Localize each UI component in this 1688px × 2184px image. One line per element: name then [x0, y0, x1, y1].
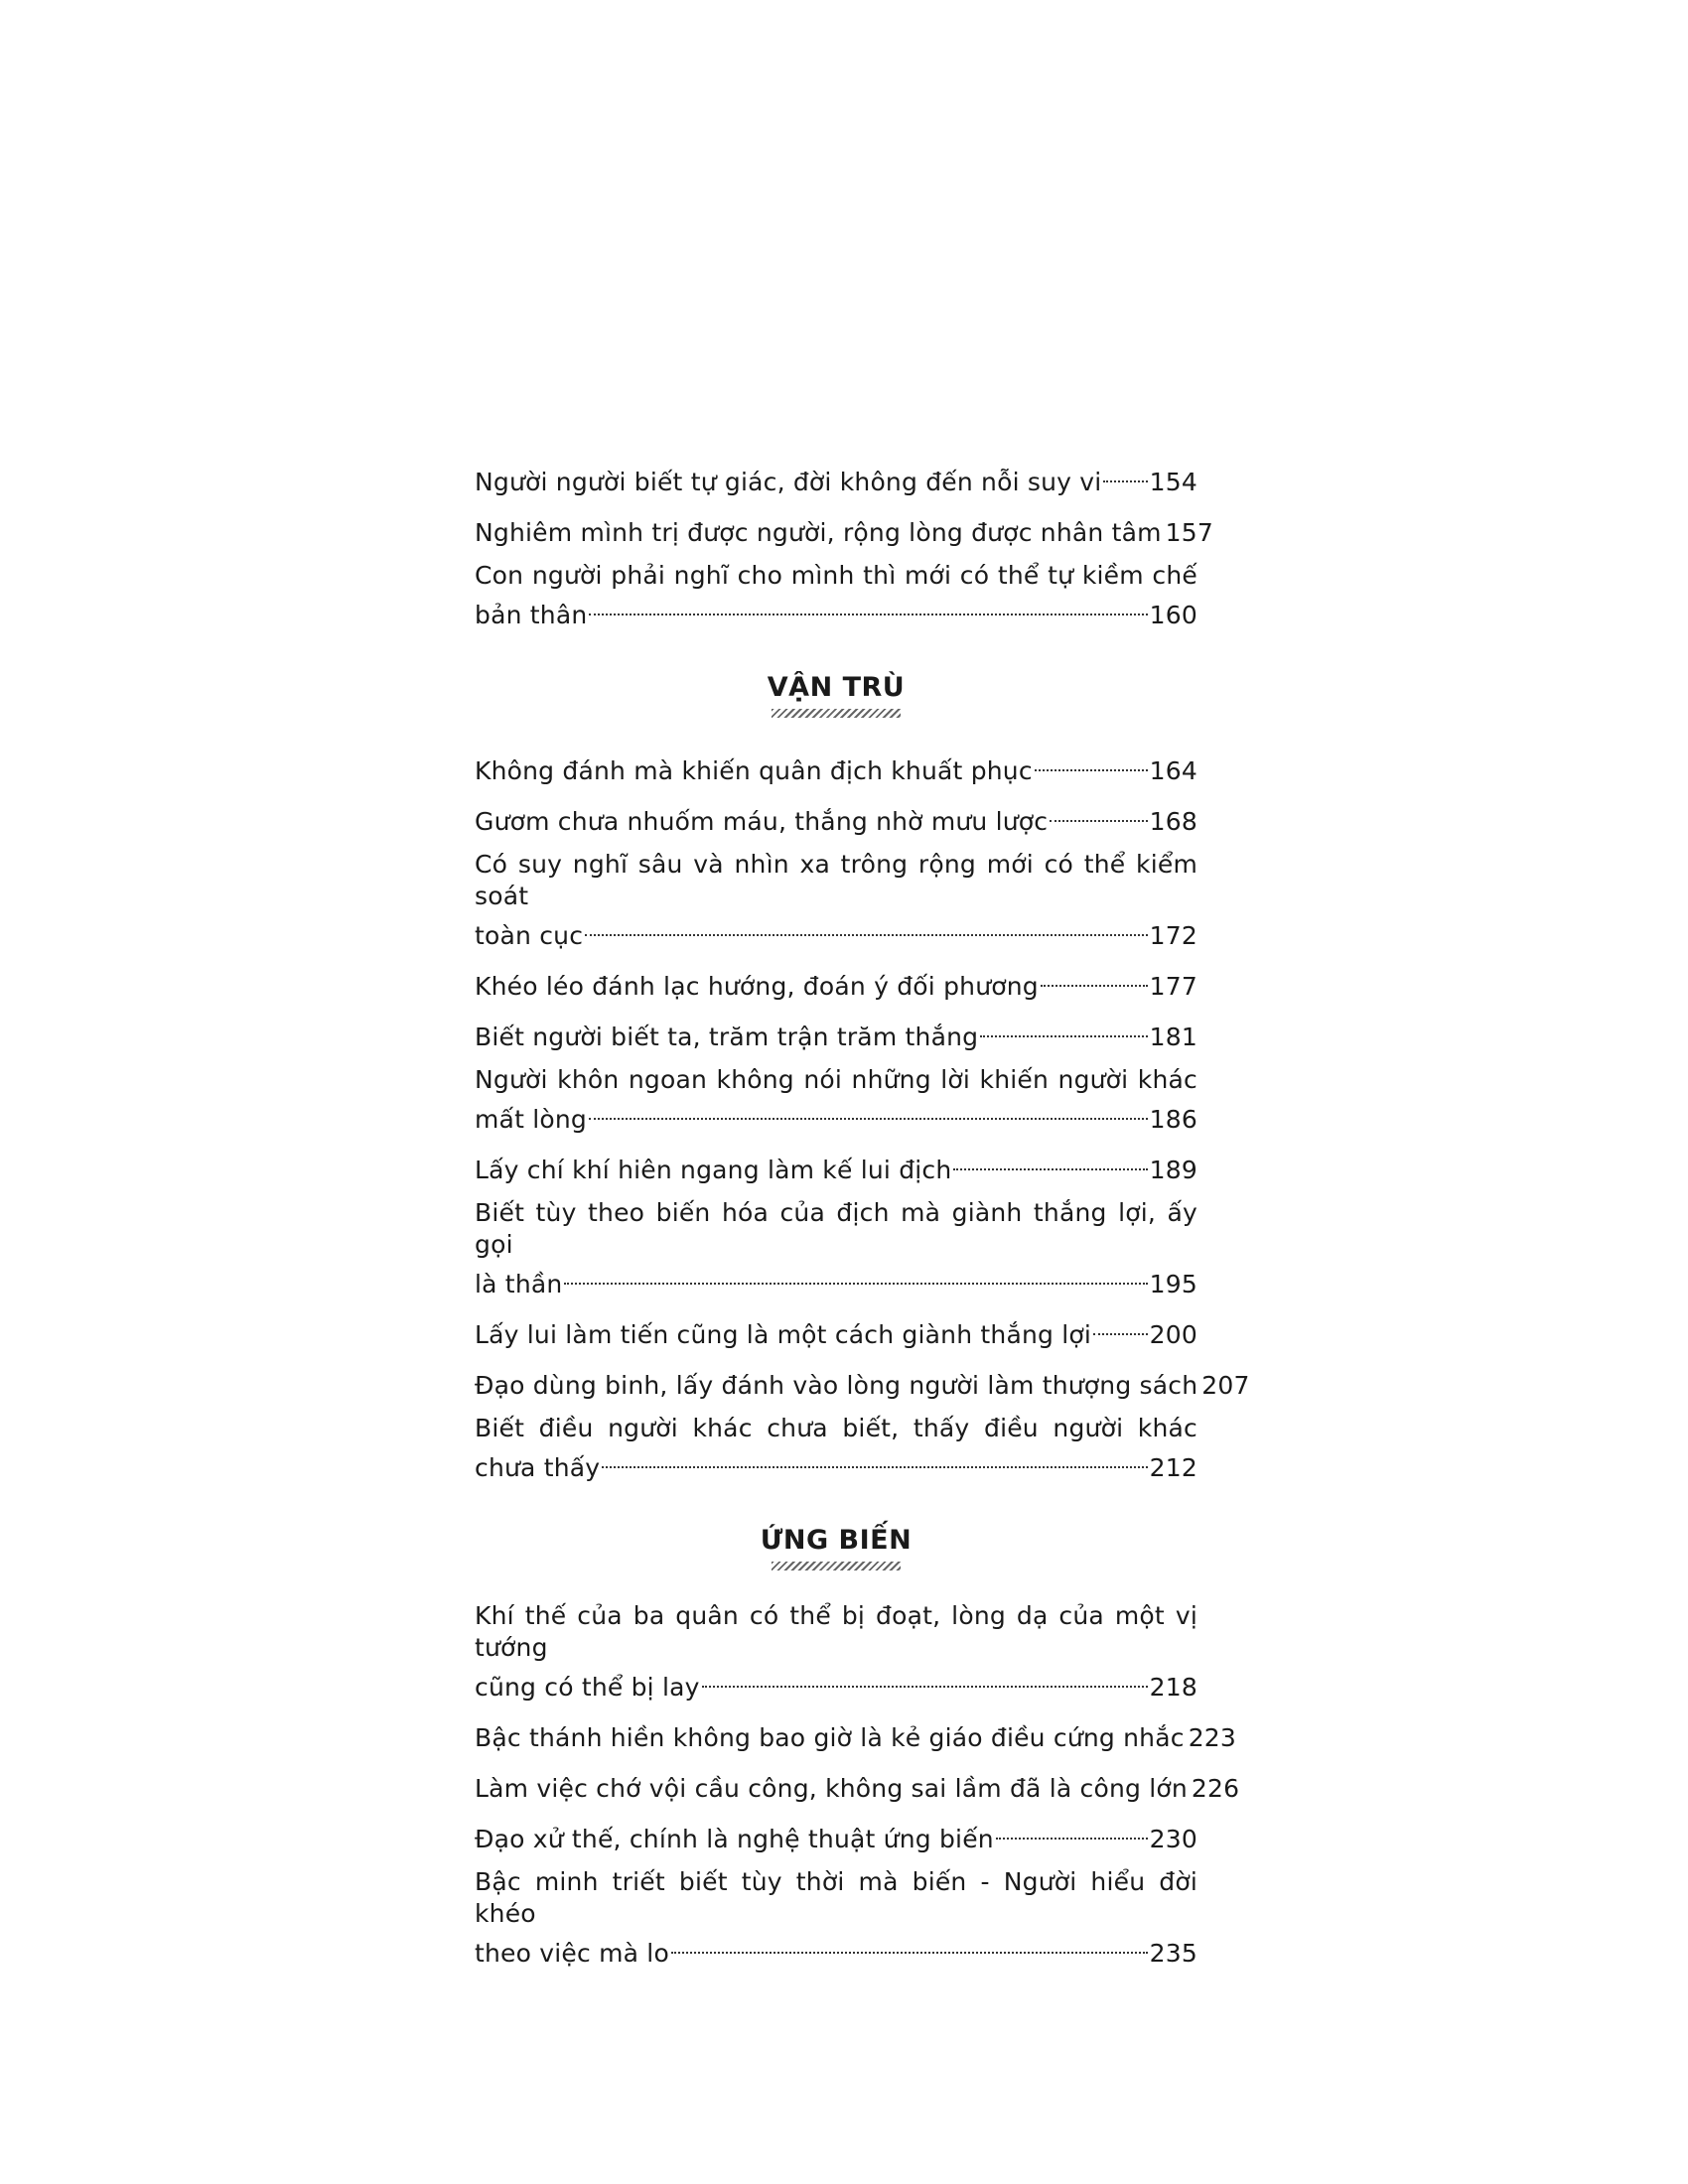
toc-entry — [475, 1816, 1197, 1855]
toc-entry-title: mất lòng — [475, 1105, 587, 1134]
toc-page-number: 218 — [1149, 1673, 1197, 1702]
toc-entry-row — [475, 912, 1197, 952]
toc-entry-title-line: Có suy nghĩ sâu và nhìn xa trông rộng mới có thể kiểm soát — [475, 850, 1197, 910]
toc-entry-title-line: Khí thế của ba quân có thể bị đoạt, lòng dạ của một vị tướng — [475, 1601, 1197, 1662]
toc-entry — [475, 1064, 1197, 1136]
toc-entry-title-line: Người khôn ngoan không nói những lời khiến người khác — [475, 1065, 1197, 1094]
toc-entry-title: Khéo léo đánh lạc hướng, đoán ý đối phương — [475, 972, 1039, 1001]
toc-page-number: 200 — [1149, 1320, 1197, 1349]
toc-entry-row — [475, 1362, 1250, 1402]
toc-page-number: 157 — [1165, 518, 1213, 547]
toc-entry — [475, 849, 1197, 952]
toc-entry-row — [475, 963, 1197, 1003]
toc-entry — [475, 1362, 1250, 1402]
toc-page-number: 189 — [1149, 1156, 1197, 1184]
toc-entry-title: Không đánh mà khiến quân địch khuất phục — [475, 756, 1033, 785]
section-heading — [475, 671, 1197, 718]
toc-page-number: 177 — [1149, 972, 1197, 1001]
toc-entry-row — [475, 1664, 1197, 1704]
section-heading — [475, 1524, 1197, 1570]
toc-entry — [475, 1765, 1240, 1805]
toc-entry-title: Lấy lui làm tiến cũng là một cách giành thắng lợi — [475, 1320, 1092, 1349]
dot-leader — [564, 1261, 1147, 1293]
toc-entry — [475, 1147, 1197, 1186]
dot-leader — [1041, 963, 1148, 995]
toc-entry — [475, 459, 1197, 498]
toc-entry-title: Gươm chưa nhuốm máu, thắng nhờ mưu lược — [475, 807, 1049, 836]
toc-entry-title-line: Con người phải nghĩ cho mình thì mới có thể tự kiềm chế — [475, 561, 1197, 590]
toc-entry-row — [475, 1261, 1197, 1300]
toc-page-number: 207 — [1201, 1371, 1250, 1400]
dot-leader — [1050, 798, 1147, 830]
toc-entry — [475, 1600, 1197, 1704]
section-underline-hatch — [772, 1562, 901, 1570]
toc-entry-title-line: Bậc minh triết biết tùy thời mà biến - Người hiểu đời khéo — [475, 1867, 1197, 1928]
toc-entry — [475, 1714, 1237, 1754]
toc-entry-row — [475, 592, 1197, 631]
toc-page-number: 160 — [1149, 601, 1197, 629]
toc-entry-row — [475, 1311, 1197, 1351]
dot-leader — [702, 1664, 1148, 1696]
toc-page-number: 212 — [1149, 1453, 1197, 1482]
dot-leader — [589, 592, 1147, 623]
toc-entry-title: bản thân — [475, 601, 588, 629]
toc-page-number: 154 — [1149, 468, 1197, 496]
toc-page-number: 172 — [1149, 921, 1197, 950]
toc-page-number: 181 — [1149, 1023, 1197, 1051]
dot-leader — [980, 1014, 1147, 1045]
toc-entry-row — [475, 1096, 1197, 1136]
toc-page-number: 223 — [1188, 1723, 1237, 1752]
toc-page-number: 186 — [1149, 1105, 1197, 1134]
dot-leader — [996, 1816, 1148, 1847]
toc-entry-row — [475, 1816, 1197, 1855]
toc-entry-title: cũng có thể bị lay — [475, 1673, 700, 1702]
dot-leader — [585, 912, 1148, 944]
toc-page-number: 164 — [1149, 756, 1197, 785]
toc-entry — [475, 1014, 1197, 1053]
toc-page-number: 230 — [1149, 1825, 1197, 1853]
toc-page-number: 195 — [1149, 1270, 1197, 1298]
toc-entry — [475, 1197, 1197, 1300]
toc-entry-row — [475, 509, 1213, 549]
section-title: ỨNG BIẾN — [760, 1525, 913, 1556]
toc-entry-title: Đạo xử thế, chính là nghệ thuật ứng biến — [475, 1825, 994, 1853]
toc-entry-row — [475, 798, 1197, 838]
toc-entry-row — [475, 459, 1197, 498]
toc-entry — [475, 963, 1197, 1003]
toc-entry-title: Làm việc chớ vội cầu công, không sai lầm đã là công lớn — [475, 1774, 1188, 1803]
toc-entry-title: chưa thấy — [475, 1453, 601, 1482]
toc-entry — [475, 560, 1197, 631]
toc-entry-title-line: Biết tùy theo biến hóa của địch mà giành thắng lợi, ấy gọi — [475, 1198, 1197, 1259]
dot-leader — [953, 1147, 1147, 1178]
toc-entry — [475, 509, 1213, 549]
toc-entry-title: Nghiêm mình trị được người, rộng lòng được nhân tâm — [475, 518, 1162, 547]
toc-page-number: 168 — [1149, 807, 1197, 836]
toc-entry-title: Bậc thánh hiền không bao giờ là kẻ giáo điều cứng nhắc — [475, 1723, 1185, 1752]
toc-entry-title: theo việc mà lo — [475, 1939, 669, 1968]
toc-entry-row — [475, 1014, 1197, 1053]
toc-entry-title: Biết người biết ta, trăm trận trăm thắng — [475, 1023, 979, 1051]
section-title: VẬN TRÙ — [767, 672, 906, 703]
dot-leader — [1035, 748, 1148, 779]
toc-entry-row — [475, 1444, 1197, 1484]
section-underline-hatch — [772, 709, 901, 718]
toc-entry-row — [475, 1930, 1197, 1970]
toc-entry-row — [475, 1147, 1197, 1186]
toc-entry — [475, 1311, 1197, 1351]
toc-entry-title-line: Biết điều người khác chưa biết, thấy điều người khác — [475, 1414, 1197, 1442]
toc-entry-row — [475, 1714, 1237, 1754]
toc-entry-title: là thần — [475, 1270, 563, 1298]
dot-leader — [671, 1930, 1148, 1962]
toc-entry-title: Người người biết tự giác, đời không đến nỗi suy vi — [475, 468, 1102, 496]
toc-entry-row — [475, 1765, 1240, 1805]
table-of-contents — [475, 459, 1250, 1980]
toc-page-number: 226 — [1191, 1774, 1240, 1803]
dot-leader — [1103, 459, 1147, 490]
toc-entry-title: toàn cục — [475, 921, 584, 950]
toc-page-number: 235 — [1149, 1939, 1197, 1968]
toc-entry — [475, 1866, 1197, 1970]
toc-entry-row — [475, 748, 1197, 787]
dot-leader — [589, 1096, 1148, 1128]
toc-entry — [475, 798, 1197, 838]
toc-entry — [475, 1413, 1197, 1484]
toc-entry-title: Lấy chí khí hiên ngang làm kế lui địch — [475, 1156, 952, 1184]
toc-entry-title: Đạo dùng binh, lấy đánh vào lòng người làm thượng sách — [475, 1371, 1198, 1400]
toc-entry — [475, 748, 1197, 787]
dot-leader — [1093, 1311, 1148, 1343]
dot-leader — [602, 1444, 1147, 1476]
